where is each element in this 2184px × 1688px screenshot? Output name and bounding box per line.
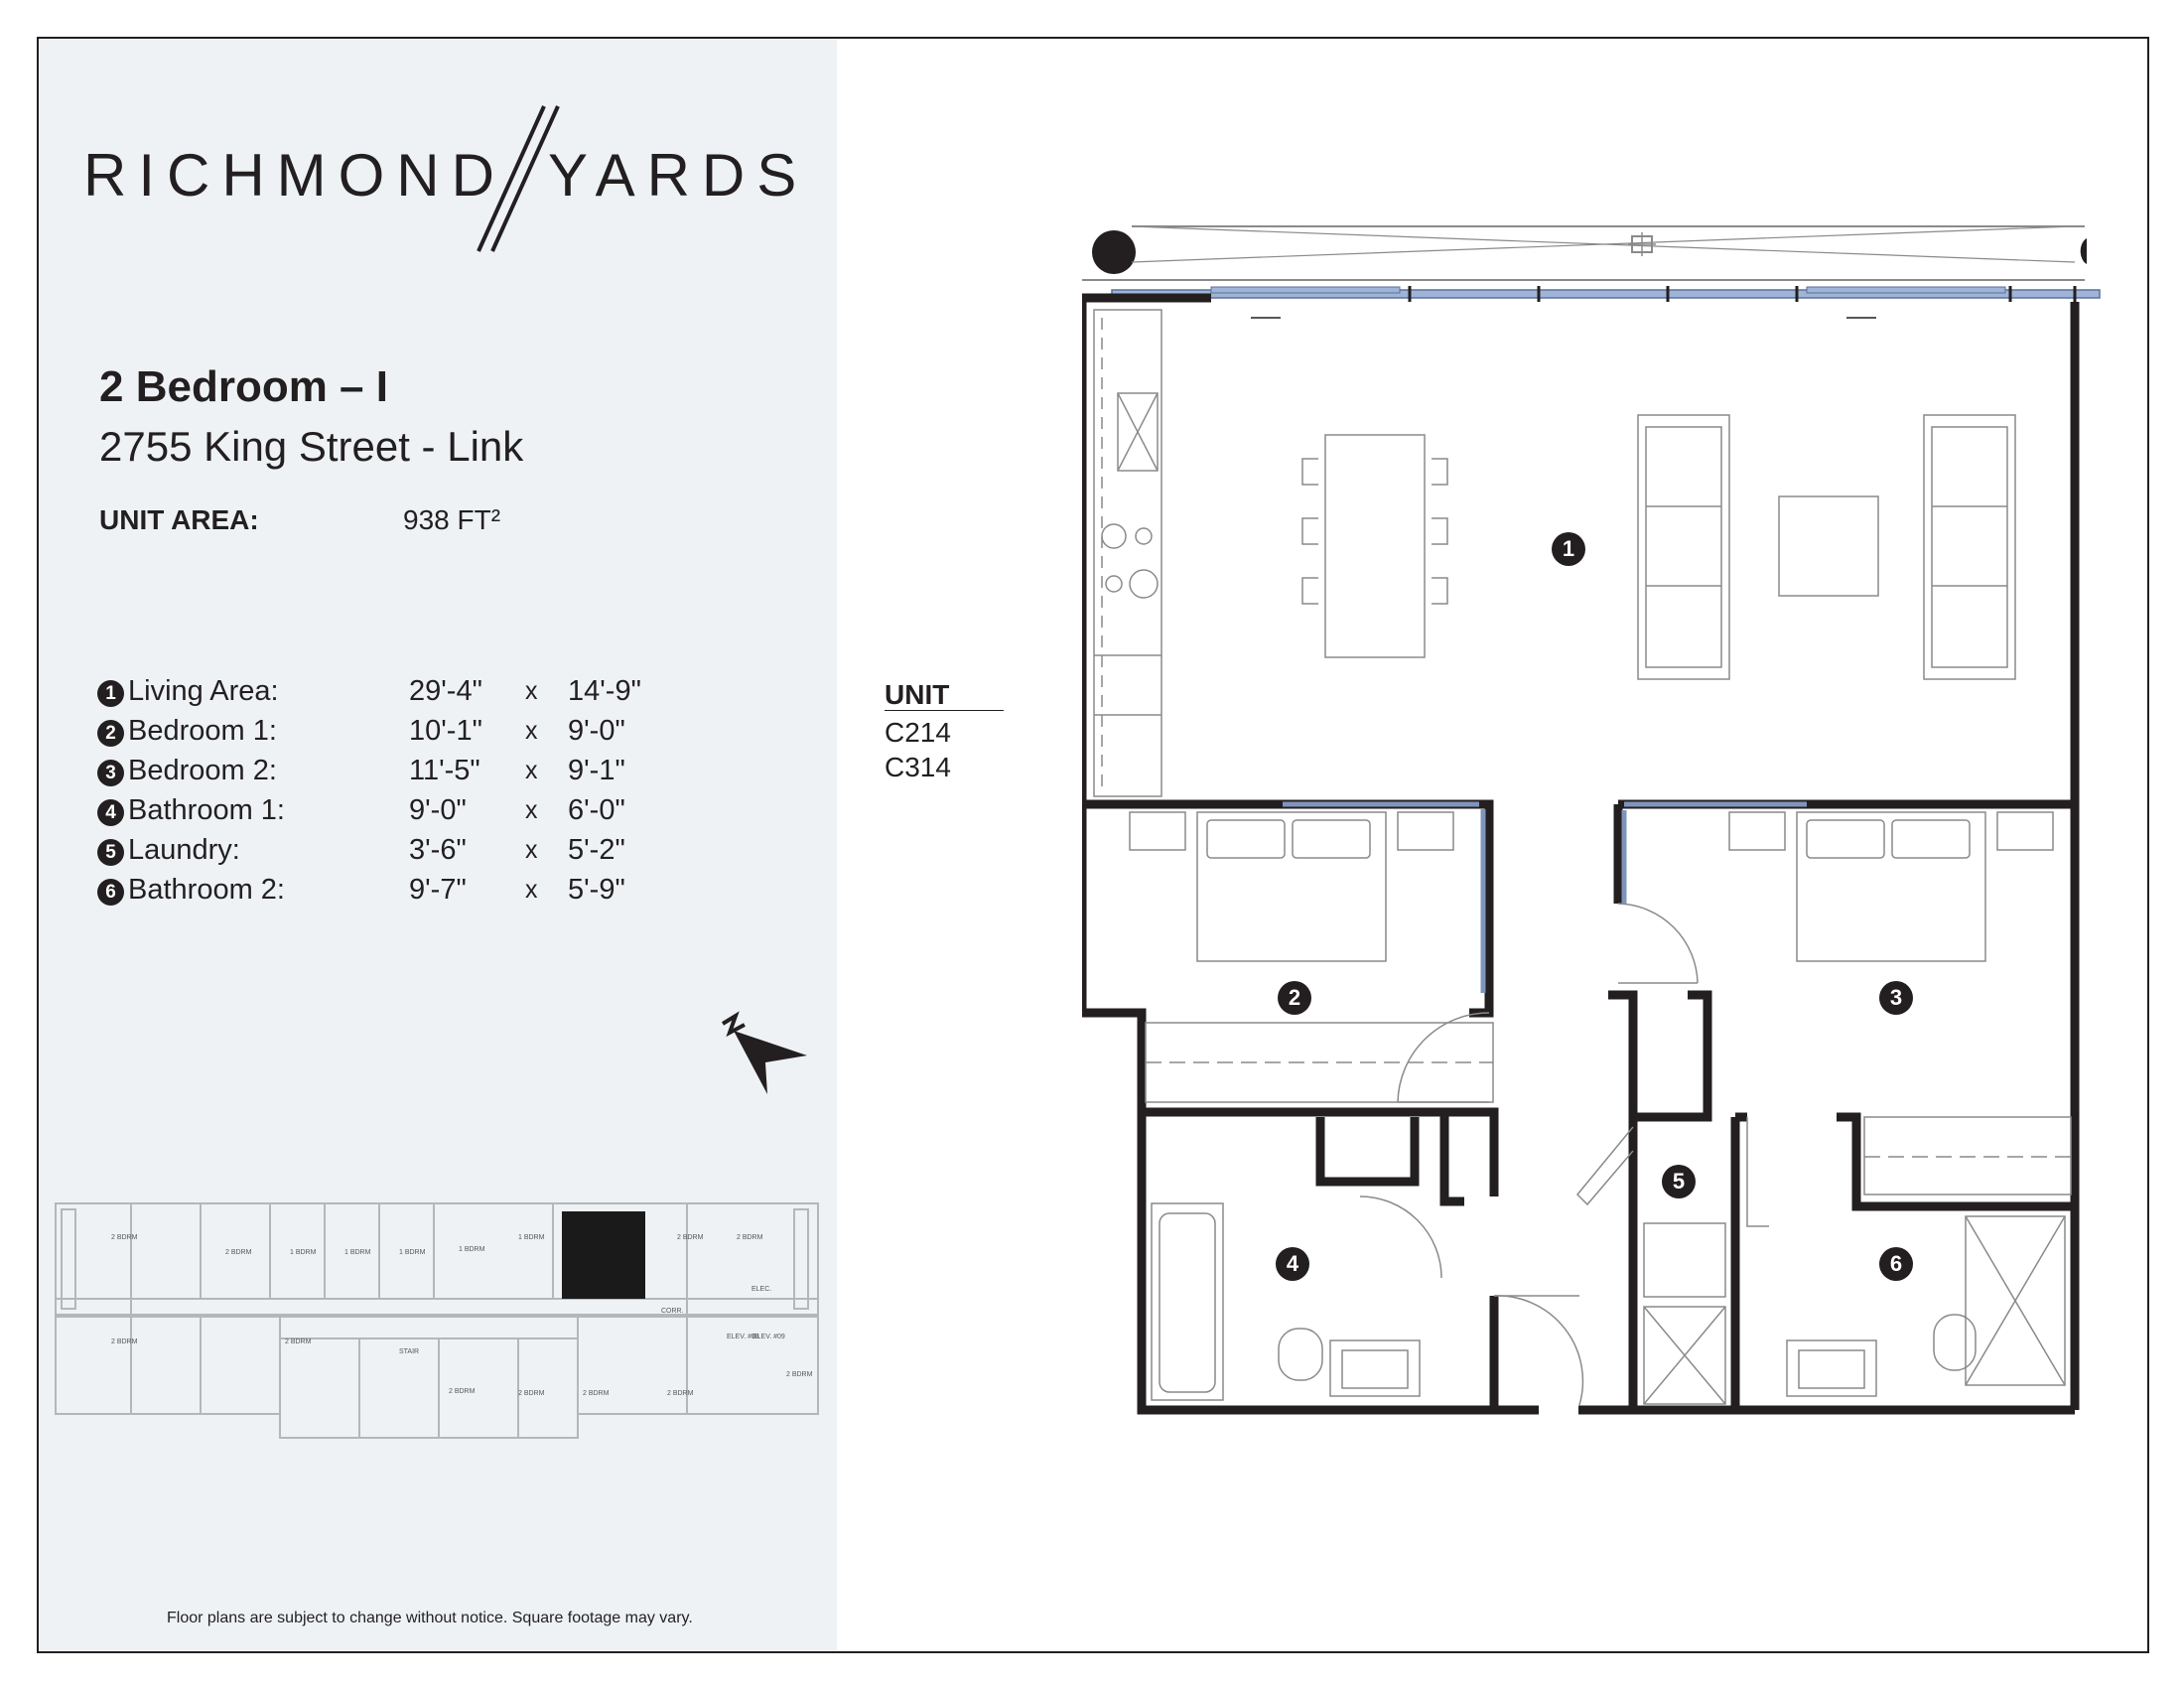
brand-name-left: RICHMOND: [83, 142, 506, 209]
north-arrow-icon: [720, 1011, 814, 1100]
room-width: 3'-6": [409, 834, 467, 866]
keyplan-label: 2 BDRM: [786, 1371, 813, 1378]
keyplan-label: 2 BDRM: [737, 1234, 763, 1241]
keyplan-label: STAIR: [399, 1348, 420, 1355]
room-badge-bedroom-2: 3: [1879, 981, 1913, 1015]
keyplan-label: 2 BDRM: [111, 1338, 138, 1345]
brand-logo: [79, 104, 809, 253]
room-row-living: [97, 675, 693, 715]
room-width: 10'-1": [409, 715, 482, 747]
keyplan-label: 2 BDRM: [583, 1390, 610, 1397]
dimension-separator: x: [525, 717, 538, 745]
room-row-bathroom-1: [97, 794, 693, 834]
keyplan-label: 1 BDRM: [290, 1249, 317, 1256]
dimension-separator: x: [525, 677, 538, 705]
room-width: 9'-0": [409, 794, 467, 826]
keyplan-label: 1 BDRM: [344, 1249, 371, 1256]
keyplan-label: 2 BDRM: [111, 1234, 138, 1241]
unit-area-label: UNIT AREA:: [99, 504, 259, 535]
room-width: 29'-4": [409, 675, 482, 707]
room-width: 9'-7": [409, 874, 467, 906]
unit-number: C314: [885, 752, 951, 782]
keyplan-label: 2 BDRM: [449, 1388, 476, 1395]
room-row-laundry: [97, 834, 693, 874]
room-badge-laundry: 5: [1662, 1165, 1696, 1198]
keyplan-label: 2 BDRM: [285, 1338, 312, 1345]
keyplan-label: 1 BDRM: [399, 1249, 426, 1256]
building-key-plan: [52, 1199, 826, 1448]
room-row-bedroom-2: [97, 755, 693, 794]
room-number-badge: 5: [97, 839, 124, 866]
dimension-separator: x: [525, 796, 538, 824]
room-badge-bathroom-2: 6: [1879, 1247, 1913, 1281]
keyplan-label: ELEV. #09: [752, 1334, 785, 1340]
room-number-badge: 1: [97, 680, 124, 707]
disclaimer-text: Floor plans are subject to change without notice. Square footage may vary.: [167, 1610, 693, 1626]
room-name: Living Area:: [128, 675, 279, 707]
highlighted-unit: [562, 1211, 645, 1299]
keyplan-label: 2 BDRM: [677, 1234, 704, 1241]
room-row-bathroom-2: [97, 874, 693, 914]
room-length: 14'-9": [568, 675, 641, 707]
room-name: Bathroom 2:: [128, 874, 285, 906]
unit-area-value: 938 FT²: [403, 504, 501, 535]
room-number-badge: 3: [97, 760, 124, 786]
keyplan-label: 2 BDRM: [518, 1390, 545, 1397]
keyplan-label: ELEC.: [751, 1286, 772, 1293]
unit-type-title: 2 Bedroom – I: [99, 362, 388, 411]
keyplan-label: ELEV. #08: [727, 1334, 759, 1340]
brand-name-right: YARDS: [548, 142, 809, 209]
room-length: 5'-2": [568, 834, 625, 866]
room-length: 6'-0": [568, 794, 625, 826]
room-badge-living: 1: [1552, 532, 1585, 566]
building-address: 2755 King Street - Link: [99, 423, 524, 470]
unit-heading-rule: [885, 710, 1004, 711]
unit-floor-plan: [1082, 218, 2105, 1420]
keyplan-label: 2 BDRM: [225, 1249, 252, 1256]
room-name: Laundry:: [128, 834, 240, 866]
room-number-badge: 6: [97, 879, 124, 906]
room-badge-bedroom-1: 2: [1278, 981, 1311, 1015]
room-length: 9'-1": [568, 755, 625, 786]
keyplan-label: 1 BDRM: [459, 1246, 485, 1253]
dimension-separator: x: [525, 876, 538, 904]
room-length: 9'-0": [568, 715, 625, 747]
unit-list-heading: UNIT: [885, 679, 950, 710]
keyplan-label: 1 BDRM: [518, 1234, 545, 1241]
room-name: Bedroom 1:: [128, 715, 277, 747]
room-length: 5'-9": [568, 874, 625, 906]
room-number-badge: 2: [97, 720, 124, 747]
room-row-bedroom-1: [97, 715, 693, 755]
room-badge-bathroom-1: 4: [1276, 1247, 1309, 1281]
dimension-separator: x: [525, 836, 538, 864]
room-number-badge: 4: [97, 799, 124, 826]
keyplan-label: 2 BDRM: [667, 1390, 694, 1397]
keyplan-label: CORR.: [661, 1308, 684, 1315]
room-name: Bedroom 2:: [128, 755, 277, 786]
dimension-separator: x: [525, 757, 538, 784]
room-name: Bathroom 1:: [128, 794, 285, 826]
room-width: 11'-5": [409, 755, 480, 786]
unit-number: C214: [885, 717, 951, 748]
